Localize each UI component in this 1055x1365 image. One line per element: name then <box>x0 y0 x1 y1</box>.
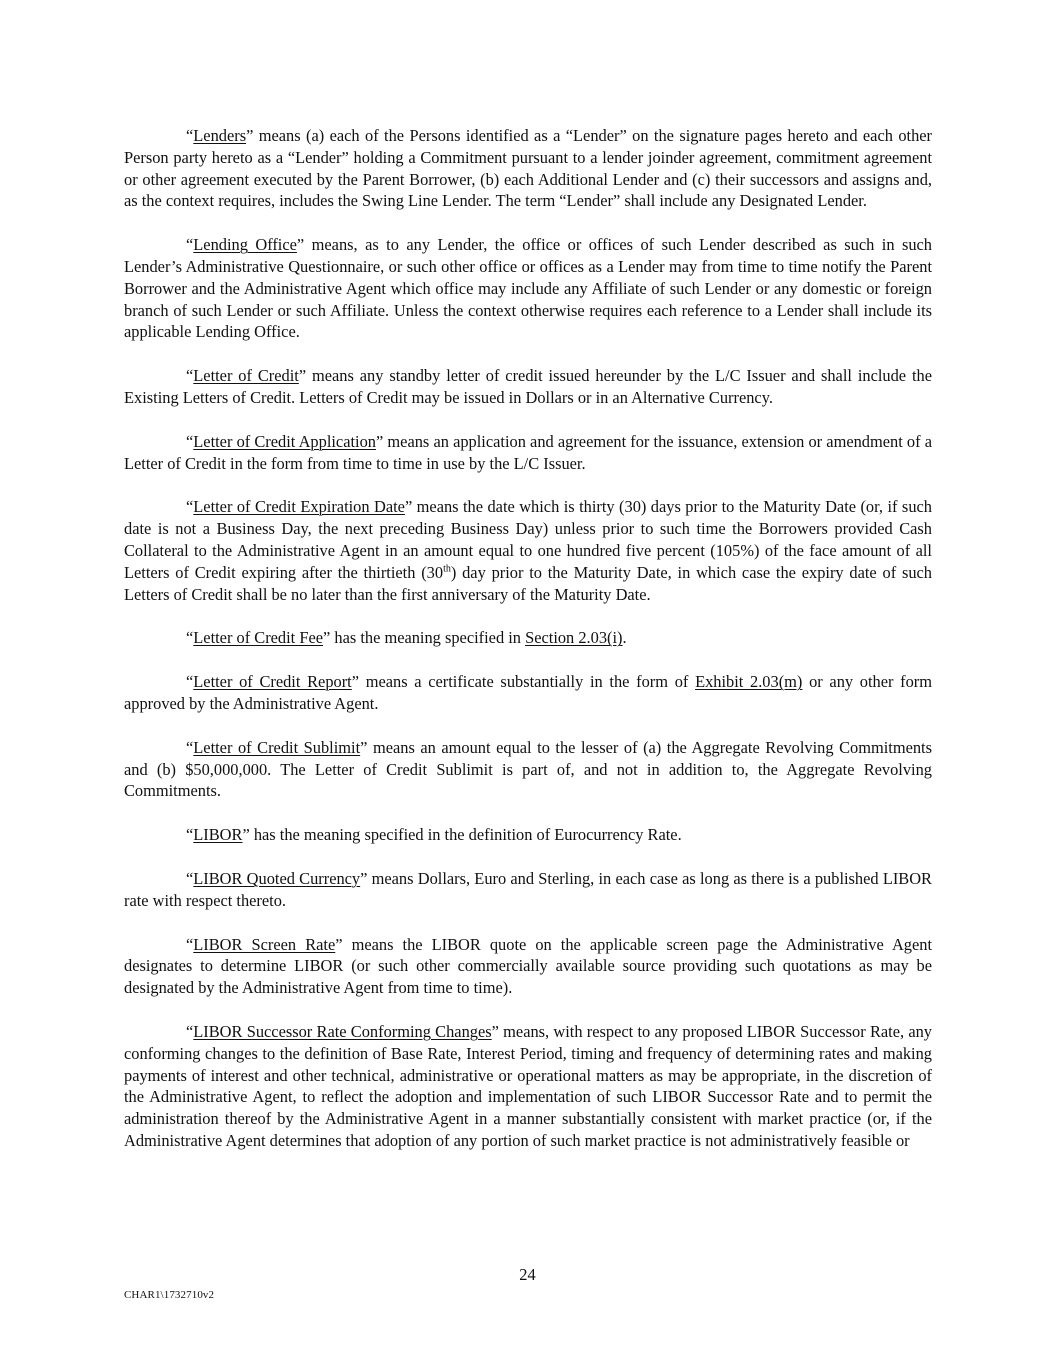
defined-term: LIBOR Successor Rate Conforming Changes <box>193 1021 492 1041</box>
definition-letter-of-credit-application <box>124 431 932 475</box>
definition-text: ” means the LIBOR quote on the applicable screen page the Administrative Agent designates to determine LIBOR (or such other commercially available source providing such quotations as may be designated by the Administrative Agent from time to time). <box>124 934 933 998</box>
definition-text: “ <box>186 737 194 757</box>
defined-term: LIBOR Screen Rate <box>193 934 336 954</box>
definition-lenders <box>124 125 932 212</box>
definition-text: “ <box>186 366 194 386</box>
defined-term: Letter of Credit Expiration Date <box>193 497 405 517</box>
definition-text: “ <box>186 126 194 145</box>
definition-text: “ <box>186 868 194 888</box>
definition-libor-screen-rate <box>124 934 932 999</box>
definition-text: ” has the meaning specified in <box>323 628 526 648</box>
definition-text: ” means Dollars, Euro and Sterling, in each case as long as there is a published LIBOR rate with respect thereto. <box>124 868 932 910</box>
defined-term: Letter of Credit Application <box>193 431 376 451</box>
definition-text: . <box>622 628 627 648</box>
definition-libor-successor-rate-conforming-changes <box>124 1021 932 1152</box>
defined-term: LIBOR <box>193 825 243 845</box>
definitions-body <box>124 125 932 1174</box>
definition-text: ” means any standby letter of credit issued hereunder by the L/C Issuer and shall include the Existing Letters of Credit. Letters of Credit may be issued in Dollars or in an Alternative Currency. <box>124 366 932 407</box>
definition-libor <box>124 824 932 846</box>
definition-text: “ <box>186 235 194 255</box>
definition-text: ” means a certificate substantially in the form of <box>351 672 696 692</box>
definition-text: “ <box>186 672 194 692</box>
ordinal-superscript: th <box>443 563 451 575</box>
defined-term: LIBOR Quoted Currency <box>193 868 361 888</box>
definition-text: ” means an application and agreement for the issuance, extension or amendment of a Letter of Credit in the form from time to time in use by the L/C Issuer. <box>124 431 932 473</box>
definition-text: “ <box>186 825 194 845</box>
defined-term: Letter of Credit Report <box>193 672 352 692</box>
definition-letter-of-credit-expiration-date <box>124 496 932 605</box>
page-number: 24 <box>519 1265 536 1284</box>
definition-libor-quoted-currency <box>124 868 932 912</box>
definition-letter-of-credit-report <box>124 671 932 715</box>
definition-text: ) day prior to the Maturity Date, in which case the expiry date of such Letters of Credit shall be no later than the first anniversary of the Maturity Date. <box>124 562 932 604</box>
definition-letter-of-credit-fee <box>124 627 932 649</box>
defined-term: Letter of Credit <box>193 366 299 386</box>
definition-text: “ <box>186 497 194 517</box>
document-id: CHAR1\1732710v2 <box>124 1289 215 1301</box>
definition-text: “ <box>186 934 194 954</box>
defined-term: Letter of Credit Fee <box>193 628 323 648</box>
cross-reference: Exhibit 2.03(m) <box>695 672 803 692</box>
defined-term: Lending Office <box>193 235 297 255</box>
definition-text: ” means the date which is thirty (30) days prior to the Maturity Date (or, if such date is not a Business Day, the next preceding Business Day) unless prior to such time the Borrowers provided Cash Collateral to the Administrative Agent in an amount equal to one hundred five percent (105%) of the face amount of all Letters of Credit expiring after the thirtieth (30 <box>124 497 932 582</box>
definition-text: “ <box>186 1021 194 1041</box>
definition-text: “ <box>186 431 194 451</box>
definition-text: ” has the meaning specified in the definition of Eurocurrency Rate. <box>242 825 682 845</box>
defined-term: Letter of Credit Sublimit <box>193 737 361 757</box>
definition-text: ” means, as to any Lender, the office or offices of such Lender described as such in such Lender’s Administrative Questionnaire, or such other office or offices as a Lender may from time to time notify the Parent Borrower and the Administrative Agent which office may include any Affiliate of such Lender or any domestic or foreign branch of such Lender or such Affiliate. Unless the context otherwise requires each reference to a Lender shall include its applicable Lending Office. <box>124 235 933 342</box>
definition-text: “ <box>186 628 194 648</box>
definition-text: ” means an amount equal to the lesser of (a) the Aggregate Revolving Commitments and (b) $50,000,000. The Letter of Credit Sublimit is part of, and not in addition to, the Aggregate Revolving Commitments. <box>124 737 932 801</box>
definition-text: or any other form approved by the Administrative Agent. <box>124 672 933 713</box>
definition-letter-of-credit <box>124 365 932 409</box>
definition-text: ” means, with respect to any proposed LIBOR Successor Rate, any conforming changes to the definition of Base Rate, Interest Period, timing and frequency of determining rates and making payments of interest and other technical, administrative or operational matters as may be appropriate, in the discretion of the Administrative Agent, to reflect the adoption and implementation of such LIBOR Successor Rate and to permit the administration thereof by the Administrative Agent in a manner substantially consistent with market practice (or, if the Administrative Agent determines that adoption of any portion of such market practice is not administratively feasible or <box>124 1021 932 1150</box>
defined-term: Lenders <box>193 126 247 145</box>
cross-reference: Section 2.03(i) <box>525 628 623 648</box>
definition-letter-of-credit-sublimit <box>124 737 932 802</box>
definition-lending-office <box>124 234 932 343</box>
definition-text: ” means (a) each of the Persons identified as a “Lender” on the signature pages hereto and each other Person party hereto as a “Lender” holding a Commitment pursuant to a lender joinder agreement, commitment agreement or other agreement executed by the Parent Borrower, (b) each Additional Lender and (c) their successors and assigns and, as the context requires, includes the Swing Line Lender. The term “Lender” shall include any Designated Lender. <box>124 126 932 211</box>
